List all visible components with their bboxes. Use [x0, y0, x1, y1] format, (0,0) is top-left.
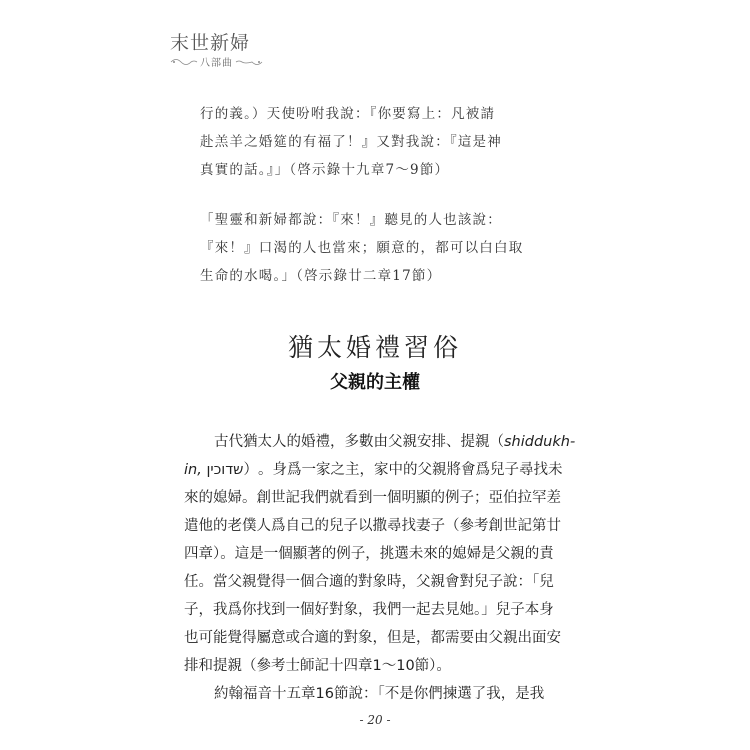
scripture-quote-revelation-19 — [200, 100, 600, 184]
paragraph-line: 來的媳婦。創世記我們就看到一個明顯的例子；亞伯拉罕差 — [184, 490, 561, 506]
text-run: ）。身爲一家之主，家中的父親將會爲兒子尋找未 — [243, 462, 563, 478]
quote-line: 赴羔羊之婚筵的有福了！』又對我說：『這是神 — [200, 134, 502, 150]
scripture-quote-revelation-22 — [200, 206, 600, 290]
book-subtitle-row — [170, 54, 280, 69]
quote-line: 真實的話。』」（啓示錄十九章7～9節） — [200, 162, 450, 178]
page-number: - 20 - — [359, 713, 391, 727]
paragraph-line: 四章）。這是一個顯著的例子，挑選未來的媳婦是父親的責 — [184, 546, 554, 562]
paragraph-line — [184, 456, 564, 484]
quote-line: 「聖靈和新婦都說：『來！』聽見的人也該說： — [200, 212, 502, 228]
paragraph-line: 也可能覺得屬意或合適的對象，但是，都需要由父親出面安 — [184, 630, 561, 646]
book-title: 末世新婦 — [170, 32, 251, 54]
quote-line: 生命的水喝。」（啓示錄廿二章17節） — [200, 268, 442, 284]
paragraph-line: 遣他的老僕人爲自己的兒子以撒尋找妻子（參考創世記第廿 — [184, 518, 561, 534]
body-text — [184, 428, 576, 708]
right-flourish-icon — [235, 57, 263, 67]
paragraph-line — [184, 428, 576, 456]
paragraph-line: 排和提親（參考士師記十四章1～10節）。 — [184, 658, 451, 674]
text-run: 古代猶太人的婚禮，多數由父親安排、提親（ — [214, 434, 504, 450]
transliteration-term: shiddukh- — [504, 434, 576, 450]
paragraph-line: 子，我爲你找到一個好對象，我們一起去見她。」兒子本身 — [184, 602, 554, 618]
paragraph-line: 約翰福音十五章16節說：「不是你們揀選了我，是我 — [214, 686, 545, 702]
hebrew-term: שדוכין — [206, 462, 244, 478]
chapter-title: 猶太婚禮習俗 — [287, 333, 462, 362]
paragraph-line: 任。當父親覺得一個合適的對象時，父親會對兒子說：「兒 — [184, 574, 554, 590]
quote-line: 『來！』口渴的人也當來；願意的，都可以白白取 — [200, 240, 524, 256]
running-header — [170, 28, 280, 69]
book-subtitle: 八部曲 — [200, 58, 233, 69]
transliteration-term: in, — [184, 462, 202, 478]
quote-line: 行的義。）天使吩咐我說：『你要寫上：凡被請 — [200, 106, 496, 122]
left-flourish-icon — [170, 57, 198, 67]
section-title: 父親的主權 — [330, 372, 420, 393]
